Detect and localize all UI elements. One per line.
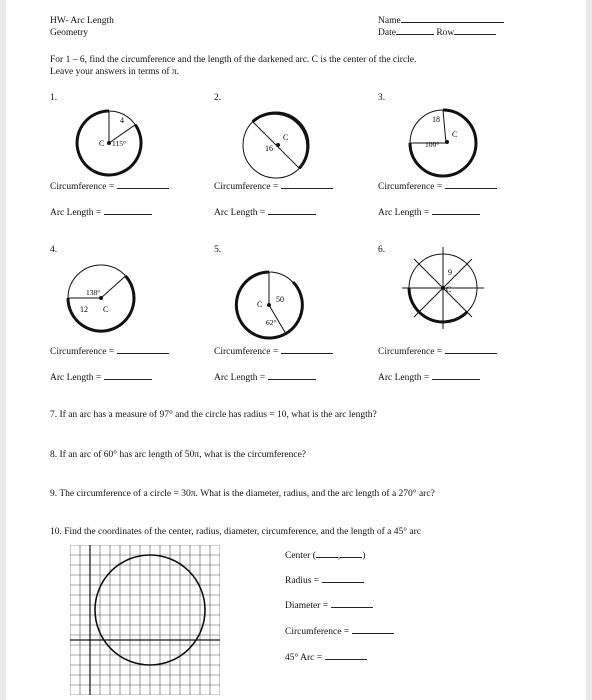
question-7: 7. If an arc has a measure of 97° and the circle has radius = 10, what is the arc length? xyxy=(50,410,377,420)
label-1-radius: 4 xyxy=(120,116,124,125)
label-5-radius: 50 xyxy=(276,295,284,304)
answer-4-arc-length[interactable]: Arc Length = xyxy=(50,373,152,384)
answer-10-center[interactable]: Center ( , ) xyxy=(285,551,366,561)
problem-number-3: 3. xyxy=(378,93,386,103)
name-label: Name xyxy=(378,16,401,26)
answer-2-circumference[interactable]: Circumference = xyxy=(214,182,333,193)
answer-3-arc-length[interactable]: Arc Length = xyxy=(378,208,480,219)
answer-4-circumference[interactable]: Circumference = xyxy=(50,347,169,358)
instructions-line-1: For 1 – 6, find the circumference and the length of the darkened arc. C is the center of the circle. xyxy=(50,55,417,65)
radius-4b xyxy=(101,276,126,298)
label-2-length: 16 xyxy=(265,144,273,153)
worksheet-title: HW- Arc Length xyxy=(50,16,114,26)
center-point-1 xyxy=(107,141,111,145)
label-5-center: C xyxy=(257,300,263,309)
question-8: 8. If an arc of 60° has arc length of 50π, what is the circumference? xyxy=(50,450,307,460)
problem-number-2: 2. xyxy=(214,93,222,103)
answer-2-arc-length[interactable]: Arc Length = xyxy=(214,208,316,219)
label-4-radius: 12 xyxy=(80,305,88,314)
answer-5-circumference[interactable]: Circumference = xyxy=(214,347,333,358)
diagram-5 xyxy=(236,272,302,338)
question-9: 9. The circumference of a circle = 30π. What is the diameter, radius, and the arc length of a 270° arc? xyxy=(50,489,435,499)
diagram-6 xyxy=(402,247,484,329)
label-1-center: C xyxy=(99,139,105,148)
label-4-angle: 138° xyxy=(86,288,101,297)
instructions-line-2: Leave your answers in terms of π. xyxy=(50,67,180,77)
question-10: 10. Find the coordinates of the center, radius, diameter, circumference, and the length of a 45° arc xyxy=(50,527,422,537)
row-label: Row xyxy=(436,28,455,38)
answer-5-arc-length[interactable]: Arc Length = xyxy=(214,373,316,384)
problem-number-4: 4. xyxy=(50,245,58,255)
date-label: Date xyxy=(378,28,396,38)
subject-label: Geometry xyxy=(50,28,88,38)
diagram-2 xyxy=(243,112,309,178)
label-5-angle: 62° xyxy=(266,318,277,327)
answer-10-circumference[interactable]: Circumference = xyxy=(285,627,394,638)
center-point-3 xyxy=(445,140,449,144)
label-4-center: C xyxy=(103,305,109,314)
label-1-angle: 115° xyxy=(112,139,126,148)
answer-3-circumference[interactable]: Circumference = xyxy=(378,182,497,193)
grid-lines xyxy=(70,545,220,695)
answer-10-arc-45[interactable]: 45° Arc = xyxy=(285,653,367,664)
center-point-5 xyxy=(267,303,271,307)
diagram-3 xyxy=(410,110,476,176)
label-3-radius: 18 xyxy=(432,115,440,124)
problem-number-5: 5. xyxy=(214,245,222,255)
problem-number-6: 6. xyxy=(378,245,386,255)
label-6-center: C xyxy=(446,285,452,294)
diagram-1 xyxy=(77,111,141,175)
answer-6-arc-length[interactable]: Arc Length = xyxy=(378,373,480,384)
answer-1-circumference[interactable]: Circumference = xyxy=(50,182,169,193)
coordinate-grid xyxy=(70,545,220,695)
answer-10-diameter[interactable]: Diameter = xyxy=(285,601,373,612)
label-2-center: C xyxy=(283,133,289,142)
center-point-6 xyxy=(441,286,445,290)
answer-10-radius[interactable]: Radius = xyxy=(285,576,364,587)
diagram-4 xyxy=(68,265,134,331)
answer-6-circumference[interactable]: Circumference = xyxy=(378,347,497,358)
problem-number-1: 1. xyxy=(50,93,58,103)
circle-4-dark-arc xyxy=(68,276,134,331)
label-6-radius: 9 xyxy=(448,268,452,277)
answer-1-arc-length[interactable]: Arc Length = xyxy=(50,208,152,219)
label-3-center: C xyxy=(452,130,458,139)
radius-3a xyxy=(443,110,446,143)
worksheet-page xyxy=(6,0,586,700)
label-3-angle: 100° xyxy=(425,140,440,149)
center-point-2 xyxy=(276,143,280,147)
